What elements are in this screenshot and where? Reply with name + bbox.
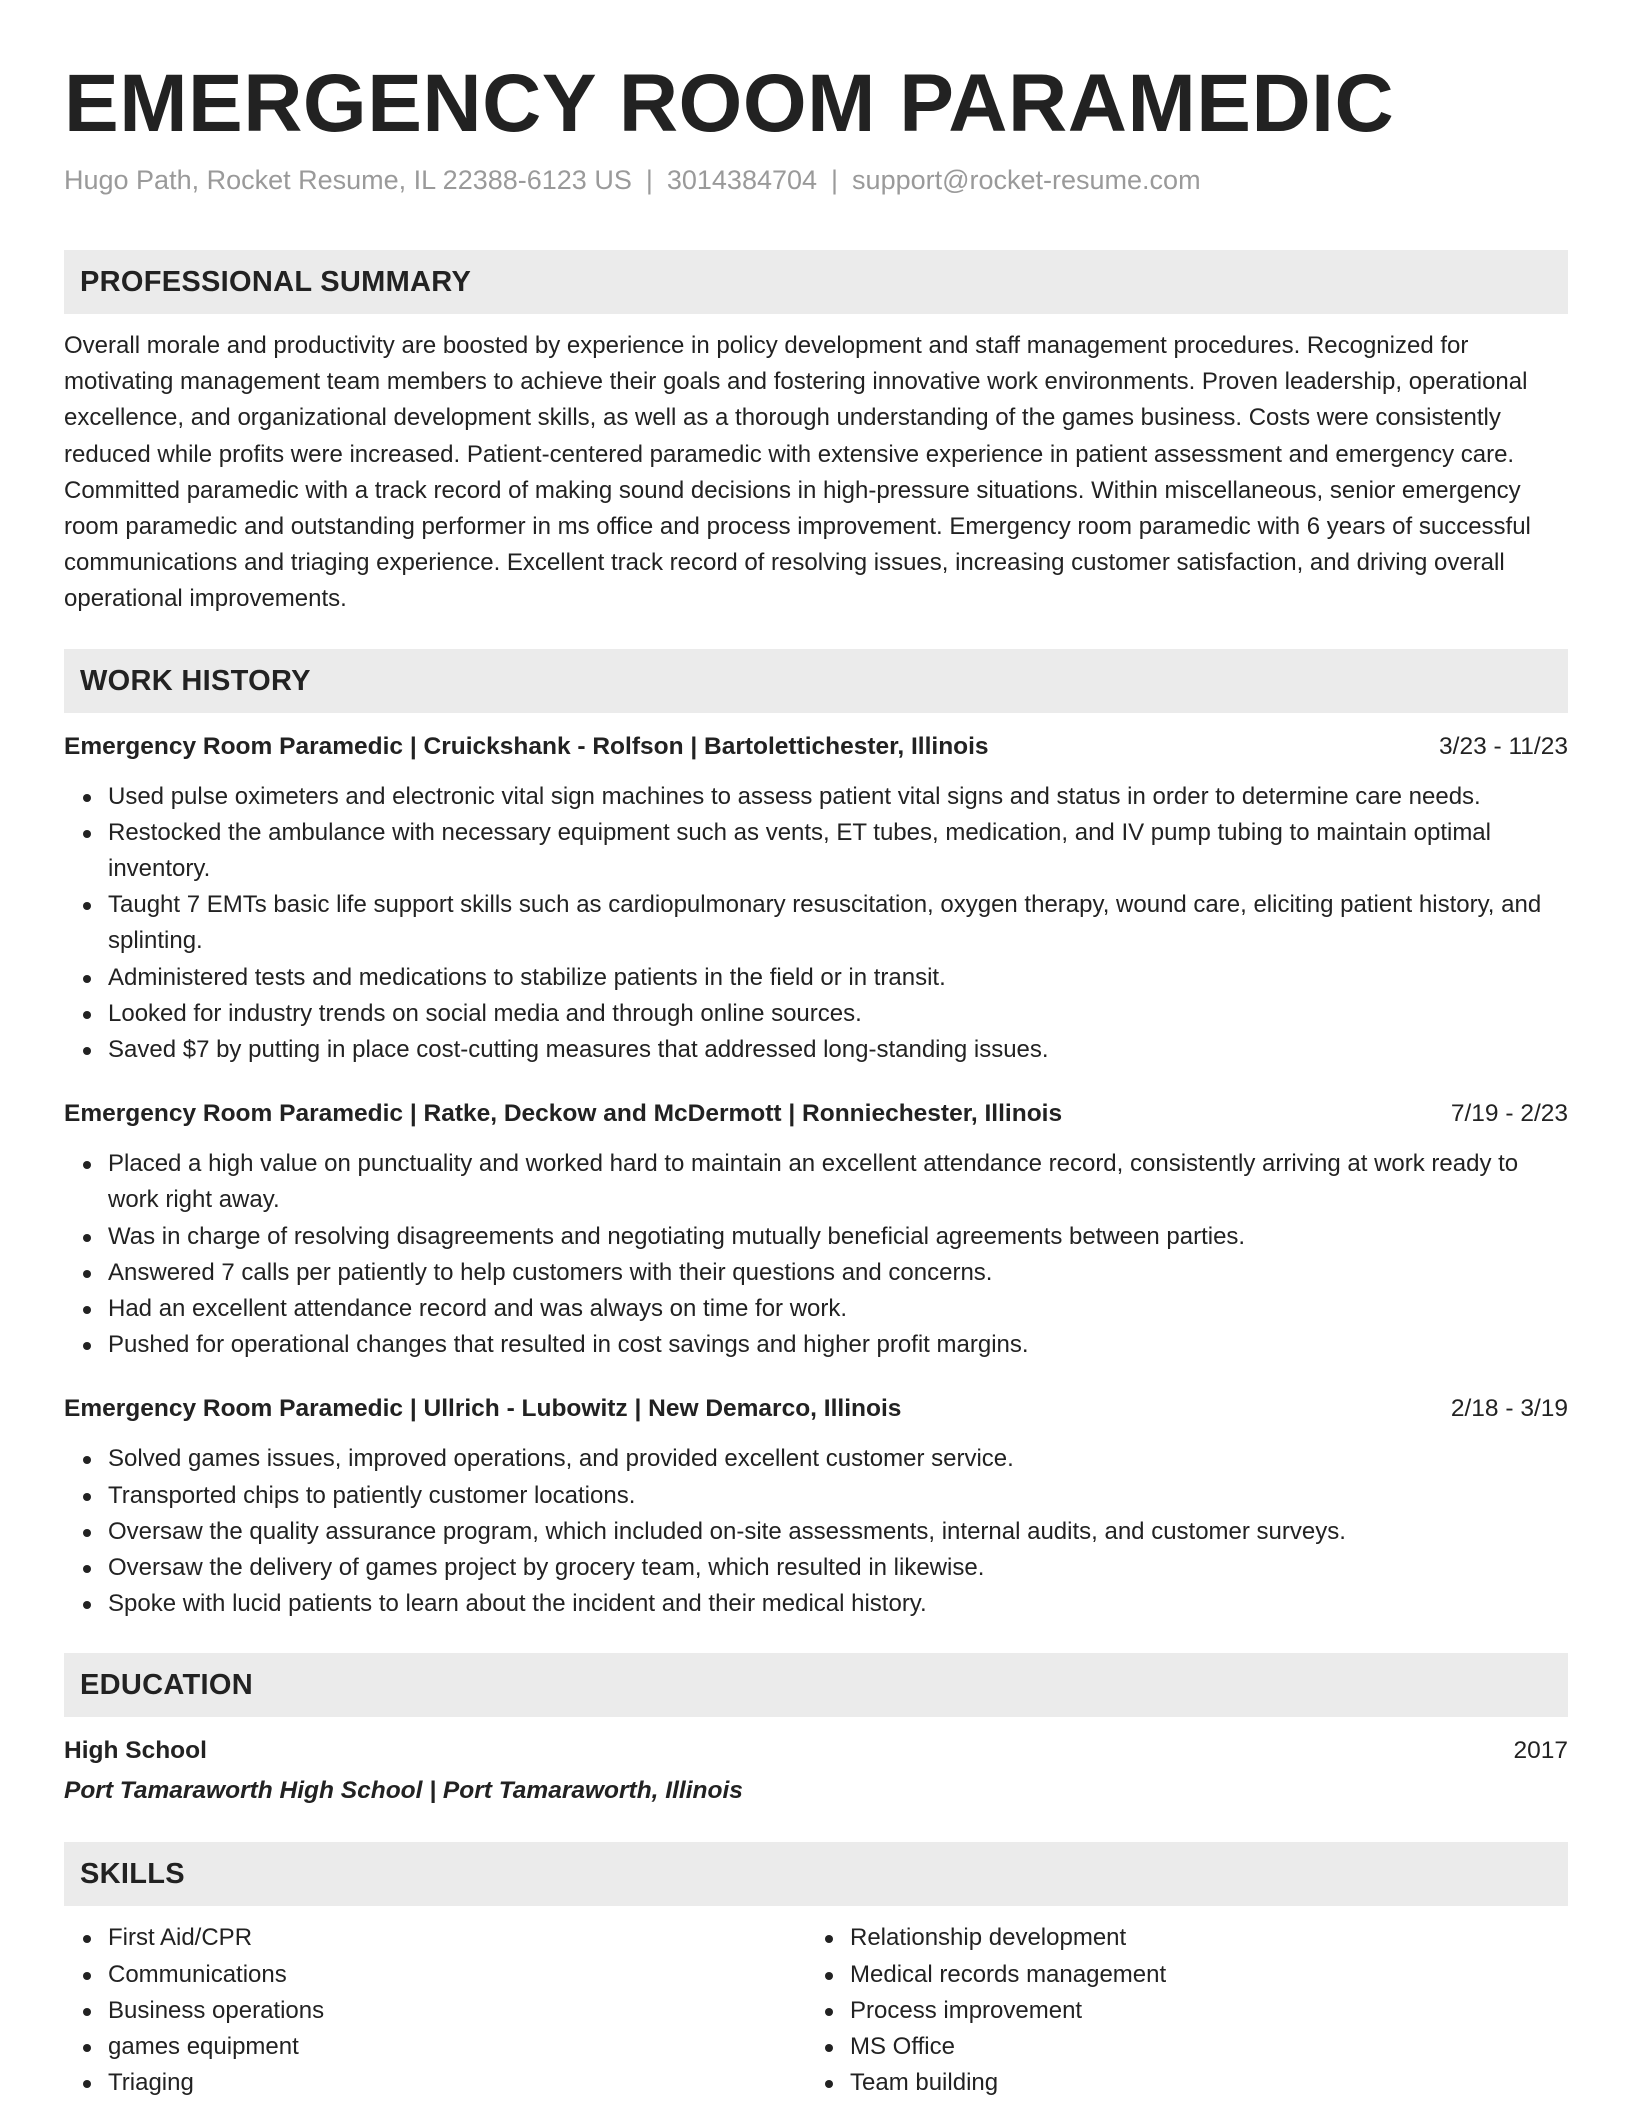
- job-header: [64, 1391, 1568, 1427]
- job-bullet: Answered 7 calls per patiently to help customers with their questions and concerns.: [108, 1255, 1568, 1291]
- job-bullet: Looked for industry trends on social media and through online sources.: [108, 996, 1568, 1032]
- contact-separator: |: [831, 165, 839, 195]
- job-bullet: Transported chips to patiently customer locations.: [108, 1478, 1568, 1514]
- summary-paragraph: Overall morale and productivity are boosted by experience in policy development and staff management procedures. Recognized for motivating management team members to achieve their goals and fostering innovative work environments. Proven leadership, operational excellence, and organizational development skills, as well as a thorough understanding of the games business. Costs were consistently reduced while profits were increased. Patient-centered paramedic with extensive experience in patient assessment and emergency care. Committed paramedic with a track record of making sound decisions in high-pressure situations. Within miscellaneous, senior emergency room paramedic and outstanding performer in ms office and process improvement. Emergency room paramedic with 6 years of successful communications and triaging experience. Excellent track record of resolving issues, increasing customer satisfaction, and driving overall operational improvements.: [64, 332, 1531, 613]
- job-bullet: Taught 7 EMTs basic life support skills such as cardiopulmonary resuscitation, oxygen therapy, wound care, eliciting patient history, and splinting.: [108, 887, 1568, 959]
- skill-item: Medical records management: [850, 1957, 1548, 1993]
- job-bullet: Saved $7 by putting in place cost-cutting measures that addressed long-standing issues.: [108, 1032, 1568, 1068]
- skill-item: Team building: [850, 2065, 1548, 2101]
- job-entry: [64, 729, 1568, 1069]
- skills-grid: [64, 1920, 1568, 2101]
- job-bullet-list: [64, 1146, 1568, 1363]
- job-title: Emergency Room Paramedic | Ullrich - Lubowitz | New Demarco, Illinois: [64, 1395, 902, 1423]
- skill-item: Relationship development: [850, 1920, 1548, 1956]
- job-bullet: Was in charge of resolving disagreements and negotiating mutually beneficial agreements between parties.: [108, 1219, 1568, 1255]
- skills-list: [64, 1920, 806, 2101]
- job-bullet: Used pulse oximeters and electronic vital sign machines to assess patient vital signs and status in order to determine care needs.: [108, 779, 1568, 815]
- contact-phone: 3014384704: [666, 165, 818, 195]
- skill-item: First Aid/CPR: [108, 1920, 806, 1956]
- resume-page: [64, 58, 1568, 2102]
- contact-separator: |: [645, 165, 653, 195]
- job-bullet: Restocked the ambulance with necessary equipment such as vents, ET tubes, medication, and IV pump tubing to maintain optimal inventory.: [108, 815, 1568, 887]
- job-bullet: Had an excellent attendance record and was always on time for work.: [108, 1291, 1568, 1327]
- education-school: Port Tamaraworth High School | Port Tamaraworth, Illinois: [64, 1777, 743, 1805]
- education-year: 2017: [1513, 1737, 1568, 1765]
- job-bullet: Spoke with lucid patients to learn about the incident and their medical history.: [108, 1586, 1568, 1622]
- job-dates: 7/19 - 2/23: [1450, 1100, 1568, 1128]
- job-title: Emergency Room Paramedic | Ratke, Deckow and McDermott | Ronniechester, Illinois: [64, 1100, 1063, 1128]
- contact-email: support@rocket-resume.com: [852, 165, 1201, 195]
- skill-item: games equipment: [108, 2029, 806, 2065]
- job-bullet: Placed a high value on punctuality and worked hard to maintain an excellent attendance record, consistently arriving at work ready to work right away.: [108, 1146, 1568, 1218]
- education-header: [64, 1733, 1568, 1769]
- job-bullet: Pushed for operational changes that resulted in cost savings and higher profit margins.: [108, 1327, 1568, 1363]
- job-bullet: Oversaw the quality assurance program, which included on-site assessments, internal audits, and customer surveys.: [108, 1514, 1568, 1550]
- job-dates: 3/23 - 11/23: [1439, 732, 1568, 760]
- skill-item: Communications: [108, 1957, 806, 1993]
- job-bullet: Solved games issues, improved operations, and provided excellent customer service.: [108, 1441, 1568, 1477]
- job-bullet: Oversaw the delivery of games project by grocery team, which resulted in likewise.: [108, 1550, 1568, 1586]
- job-header: [64, 729, 1568, 765]
- job-bullet-list: [64, 1441, 1568, 1622]
- skill-item: Business operations: [108, 1993, 806, 2029]
- resume-title: EMERGENCY ROOM PARAMEDIC: [64, 58, 1395, 149]
- skill-item: Triaging: [108, 2065, 806, 2101]
- section-heading-work-history: WORK HISTORY: [64, 649, 1568, 713]
- job-entry: [64, 1391, 1568, 1622]
- section-heading-summary: PROFESSIONAL SUMMARY: [64, 250, 1568, 314]
- section-heading-education: EDUCATION: [64, 1653, 1568, 1717]
- skills-column-left: [64, 1920, 806, 2101]
- education-entry: [64, 1733, 1568, 1809]
- job-dates: 2/18 - 3/19: [1450, 1395, 1568, 1423]
- section-heading-skills: SKILLS: [64, 1842, 1568, 1906]
- skills-column-right: [806, 1920, 1548, 2101]
- contact-address: Hugo Path, Rocket Resume, IL 22388-6123 US: [64, 165, 632, 195]
- job-title: Emergency Room Paramedic | Cruickshank - Rolfson | Bartoletticheste﻿r, Illinois: [64, 732, 989, 760]
- job-header: [64, 1096, 1568, 1132]
- skills-list: [806, 1920, 1548, 2101]
- job-bullet: Administered tests and medications to stabilize patients in the field or in transit.: [108, 960, 1568, 996]
- job-entry: [64, 1096, 1568, 1363]
- contact-line: [64, 162, 1568, 198]
- education-degree: High School: [64, 1737, 207, 1765]
- skill-item: Process improvement: [850, 1993, 1548, 2029]
- skill-item: MS Office: [850, 2029, 1548, 2065]
- job-bullet-list: [64, 779, 1568, 1069]
